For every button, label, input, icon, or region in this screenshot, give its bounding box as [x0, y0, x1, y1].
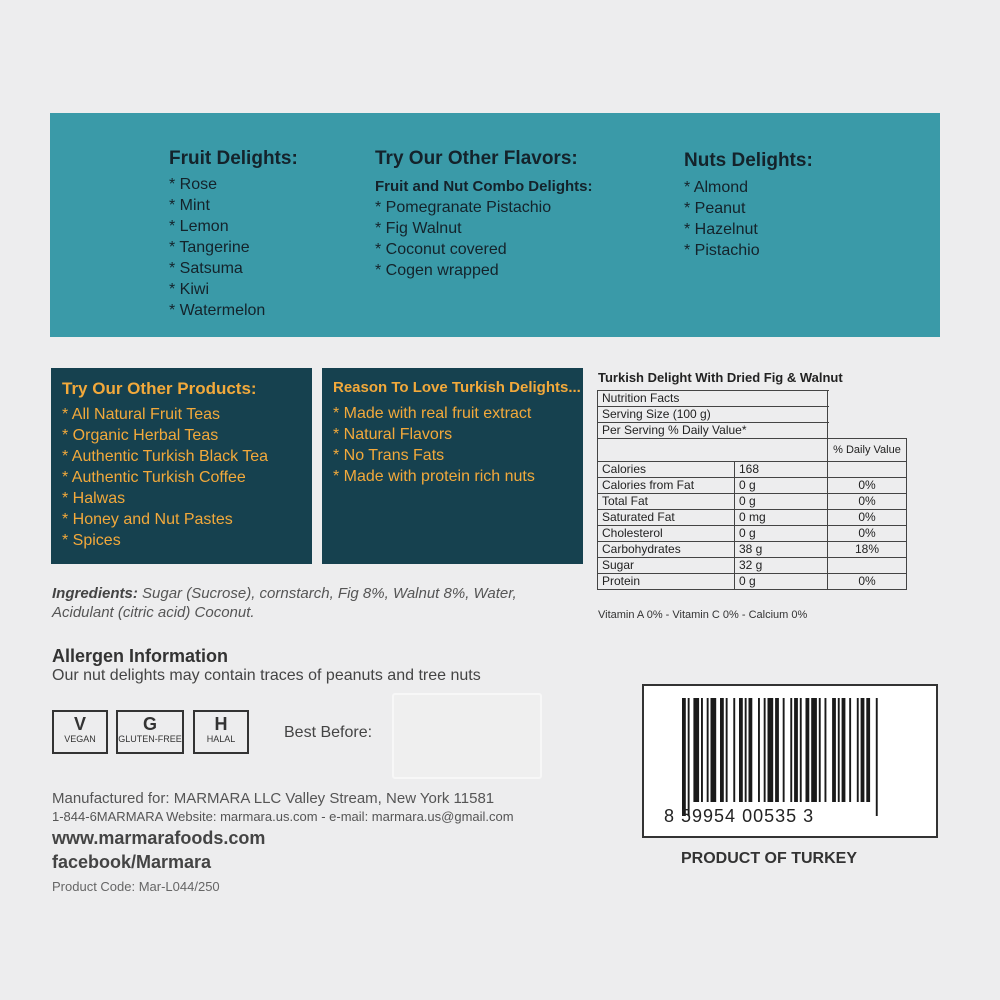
barcode-bar [838, 698, 840, 802]
barcode-bar [876, 698, 878, 816]
barcode-bar [749, 698, 753, 802]
other-flavors-title: Try Our Other Flavors: [375, 148, 578, 169]
barcode-bar [733, 698, 735, 802]
barcode-bar [688, 698, 690, 816]
barcode-bar [819, 698, 821, 802]
barcode-bar [768, 698, 774, 802]
nutrition-header: Nutrition Facts [598, 391, 828, 407]
vegan-badge: V VEGAN [52, 710, 108, 754]
facebook-link: facebook/Marmara [52, 852, 212, 872]
barcode-digits: 8 59954 00535 3 [664, 806, 815, 826]
fruit-delights-list [169, 174, 298, 321]
barcode-bar [682, 698, 686, 816]
product-origin: PRODUCT OF TURKEY [681, 850, 857, 867]
barcode-bar [790, 698, 792, 802]
list-item: * Authentic Turkish Black Tea [62, 448, 269, 465]
allergen-title: Allergen Information [52, 646, 229, 666]
vitamins-line: Vitamin A 0% - Vitamin C 0% - Calcium 0% [598, 609, 808, 621]
list-item: * Hazelnut [684, 221, 758, 238]
barcode-panel [642, 684, 938, 838]
nutrition-title: Turkish Delight With Dried Fig & Walnut [598, 370, 843, 385]
combo-delights-subtitle: Fruit and Nut Combo Delights: [375, 178, 593, 195]
per-serving: Per Serving % Daily Value* [598, 423, 828, 439]
fruit-delights-column [169, 148, 298, 321]
list-item: * Watermelon [169, 302, 266, 319]
fruit-delights-title: Fruit Delights: [169, 148, 298, 169]
list-item: * Organic Herbal Teas [62, 427, 219, 444]
barcode-bar [806, 698, 810, 802]
table-row: Carbohydrates 38 g 18% [598, 542, 907, 558]
reasons-list [333, 403, 581, 487]
barcode-bar [758, 698, 760, 802]
list-item: * Satsuma [169, 260, 243, 277]
table-row: Total Fat 0 g 0% [598, 494, 907, 510]
barcode-bar [832, 698, 836, 802]
table-row: Saturated Fat 0 mg 0% [598, 510, 907, 526]
nuts-delights-title: Nuts Delights: [684, 150, 813, 171]
barcode-bar [857, 698, 859, 802]
manufacturer-line: Manufactured for: MARMARA LLC Valley Stream, New York 11581 [52, 790, 495, 807]
list-item: * Coconut covered [375, 241, 507, 258]
list-item: * Spices [62, 532, 121, 549]
list-item: * Authentic Turkish Coffee [62, 469, 246, 486]
nuts-delights-list [684, 177, 813, 261]
barcode-bar [783, 698, 785, 802]
barcode-bar [720, 698, 724, 802]
list-item: * Made with real fruit extract [333, 405, 532, 422]
list-item: * Mint [169, 197, 210, 214]
reasons-title: Reason To Love Turkish Delights... [333, 379, 581, 396]
combo-delights-list [375, 197, 592, 281]
list-item: * Fig Walnut [375, 220, 462, 237]
website-link: www.marmarafoods.com [52, 828, 266, 848]
barcode-bar [693, 698, 699, 802]
other-products-title: Try Our Other Products: [62, 379, 257, 398]
gluten-free-badge: G GLUTEN-FREE [116, 710, 184, 754]
list-item: * Cogen wrapped [375, 262, 499, 279]
ingredients-label: Ingredients: [52, 585, 138, 602]
barcode-bar [711, 698, 717, 802]
product-code: Product Code: Mar-L044/250 [52, 879, 220, 894]
daily-value-header: % Daily Value [828, 439, 907, 462]
barcode-bar [800, 698, 802, 802]
barcode-bar [701, 698, 703, 802]
serving-size: Serving Size (100 g) [598, 407, 828, 423]
list-item: * Kiwi [169, 281, 210, 298]
reasons-panel [322, 368, 583, 564]
list-item: * All Natural Fruit Teas [62, 406, 220, 423]
barcode-bar [764, 698, 766, 802]
barcode-bar [866, 698, 870, 802]
other-products-panel [51, 368, 312, 564]
best-before-label: Best Before: [284, 724, 373, 741]
list-item: * Lemon [169, 218, 229, 235]
barcode-bar [707, 698, 709, 802]
barcode-bar [861, 698, 865, 802]
table-row: Cholesterol 0 g 0% [598, 526, 907, 542]
contact-line: 1-844-6MARMARA Website: marmara.us.com - e-mail: marmara.us@gmail.com [52, 809, 514, 824]
list-item: * Pistachio [684, 242, 760, 259]
list-item: * Made with protein rich nuts [333, 468, 535, 485]
table-row: Calories from Fat 0 g 0% [598, 478, 907, 494]
barcode-bar [811, 698, 817, 802]
nutrition-table [597, 390, 907, 590]
best-before-field [392, 693, 542, 779]
barcode-bar [794, 698, 798, 802]
allergen-text: Our nut delights may contain traces of peanuts and tree nuts [52, 667, 481, 684]
list-item: * Halwas [62, 490, 126, 507]
list-item: * Rose [169, 176, 218, 193]
ingredients-text: Sugar (Sucrose), cornstarch, Fig 8%, Walnut 8%, Water, Acidulant (citric acid) Coconut. [52, 585, 517, 621]
flavors-panel [50, 113, 940, 337]
list-item: * Peanut [684, 200, 746, 217]
table-row: Sugar 32 g [598, 558, 907, 574]
list-item: * Honey and Nut Pastes [62, 511, 233, 528]
barcode-bar [849, 698, 851, 802]
barcode-bar [825, 698, 827, 802]
list-item: * Pomegranate Pistachio [375, 199, 552, 216]
ingredients [52, 584, 552, 622]
barcode-bar [745, 698, 747, 802]
list-item: * Tangerine [169, 239, 250, 256]
table-row: Protein 0 g 0% [598, 574, 907, 590]
list-item: * No Trans Fats [333, 447, 445, 464]
barcode-bar [726, 698, 728, 802]
barcode-bar [775, 698, 779, 802]
other-products-list [62, 404, 268, 551]
list-item: * Natural Flavors [333, 426, 453, 443]
table-row: Calories 168 [598, 462, 907, 478]
list-item: * Almond [684, 179, 749, 196]
nuts-delights-column [684, 150, 813, 261]
barcode-bar [842, 698, 846, 802]
barcode-bar [739, 698, 743, 802]
halal-badge: H HALAL [193, 710, 249, 754]
other-flavors-column [375, 148, 592, 281]
